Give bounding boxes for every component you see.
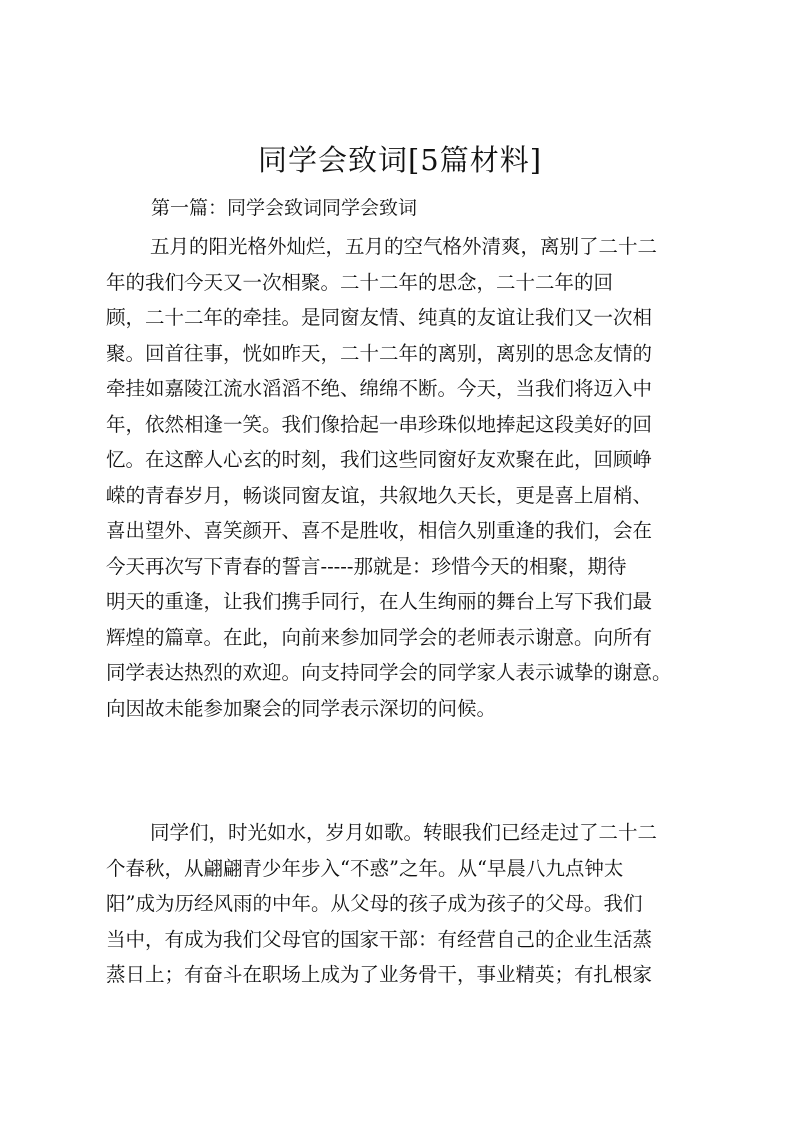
paragraph-line: 年的我们今天又一次相聚。二十二年的思念，二十二年的回: [106, 270, 614, 294]
document-title: 同学会致词[5篇材料]: [257, 143, 543, 177]
paragraph-line: 牵挂如嘉陵江流水滔滔不绝、绵绵不断。今天，当我们将迈入中: [106, 377, 653, 400]
paragraph-line: 同学们，时光如水，岁月如歌。转眼我们已经走过了二十二: [150, 821, 658, 844]
paragraph-line: 同学表达热烈的欢迎。向支持同学会的同学家人表示诚挚的谢意。: [106, 661, 672, 684]
paragraph-line: 忆。在这醉人心玄的时刻，我们这些同窗好友欢聚在此，回顾峥: [106, 448, 653, 471]
paragraph-line: 当中，有成为我们父母官的国家干部：有经营自己的企业生活蒸: [106, 927, 653, 951]
paragraph-line: 嵘的青春岁月，畅谈同窗友谊，共叙地久天长，更是喜上眉梢、: [106, 483, 653, 507]
paragraph-line: 蒸日上；有奋斗在职场上成为了业务骨干，事业精英；有扎根家: [106, 963, 653, 986]
section-heading: 第一篇：同学会致词同学会致词: [151, 197, 418, 219]
paragraph-line: 顾，二十二年的牵挂。是同窗友情、纯真的友谊让我们又一次相: [106, 306, 653, 329]
paragraph-2: [106, 815, 706, 993]
paragraph-line: 喜出望外、喜笑颜开、喜不是胜收，相信久别重逢的我们，会在: [106, 519, 653, 542]
paragraph-line: 今天再次写下青春的誓言-----那就是：珍惜今天的相聚，期待: [106, 554, 627, 578]
paragraph-line: 五月的阳光格外灿烂，五月的空气格外清爽，离别了二十二: [150, 235, 658, 258]
paragraph-1: [106, 229, 706, 726]
paragraph-line: 个春秋，从翩翩青少年步入“不惑”之年。从“早晨八九点钟太: [106, 856, 624, 880]
paragraph-line: 辉煌的篇章。在此，向前来参加同学会的老师表示谢意。向所有: [106, 625, 653, 649]
paragraph-line: 阳”成为历经风雨的中年。从父母的孩子成为孩子的父母。我们: [106, 892, 643, 915]
paragraph-line: 明天的重逢，让我们携手同行，在人生绚丽的舞台上写下我们最: [106, 590, 653, 613]
paragraph-line: 年，依然相逢一笑。我们像拾起一串珍珠似地捧起这段美好的回: [106, 412, 653, 436]
paragraph-line: 聚。回首往事，恍如昨天，二十二年的离别，离别的思念友情的: [106, 341, 653, 365]
paragraph-line: 向因故未能参加聚会的同学表示深切的问候。: [106, 696, 497, 720]
